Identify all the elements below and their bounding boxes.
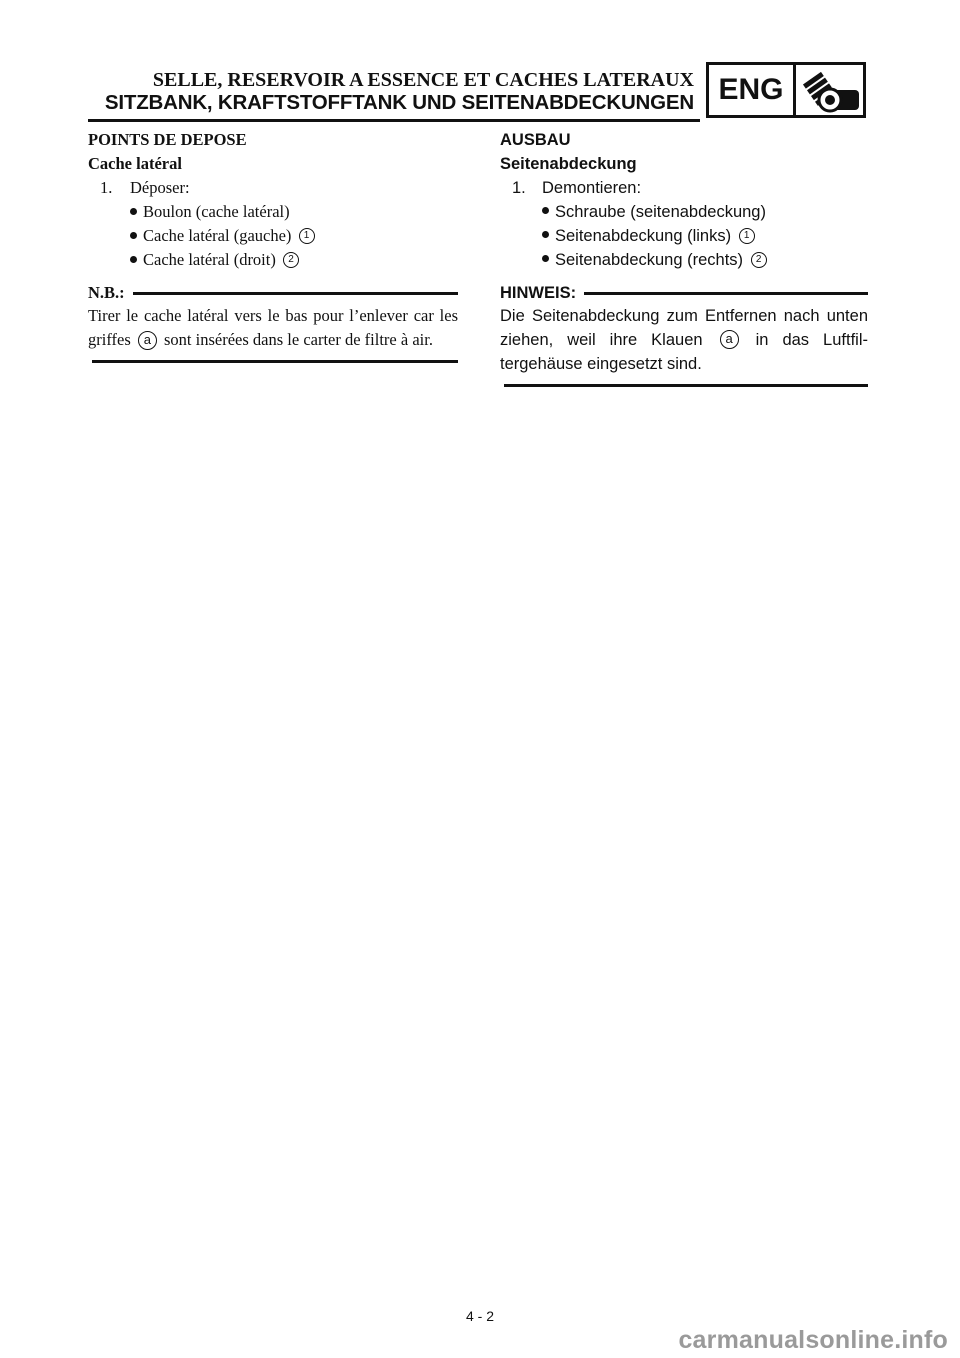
note-divider bbox=[584, 292, 868, 295]
section-heading: AUSBAU bbox=[500, 131, 571, 149]
header-divider bbox=[88, 119, 700, 122]
page-title-german: SITZBANK, KRAFTSTOFFTANK UND SEITENABDECKUNGEN bbox=[104, 91, 694, 114]
callout-letter: a bbox=[138, 331, 157, 350]
list-item bbox=[500, 224, 868, 248]
bullet-icon bbox=[130, 232, 137, 239]
note-end-divider bbox=[504, 384, 868, 387]
list-item bbox=[88, 224, 458, 248]
step-label: Demontieren: bbox=[542, 179, 642, 197]
list-item bbox=[500, 248, 868, 272]
section-badge bbox=[706, 62, 866, 118]
step-label: Déposer: bbox=[130, 178, 190, 197]
step-number: 1. bbox=[100, 178, 113, 197]
engine-icon bbox=[796, 65, 863, 115]
callout-number: 2 bbox=[751, 252, 767, 268]
bullet-icon bbox=[542, 231, 549, 238]
list-item-text: Boulon (cache latéral) bbox=[143, 202, 290, 221]
note-text bbox=[500, 304, 868, 376]
step-item bbox=[500, 176, 868, 200]
step-number: 1. bbox=[512, 179, 526, 197]
note-divider bbox=[133, 292, 458, 295]
section-heading: POINTS DE DEPOSE bbox=[88, 130, 247, 149]
note-text bbox=[88, 304, 458, 352]
list-item-text: Seitenabdeckung (links) bbox=[555, 227, 732, 245]
list-item-text: Seitenabdeckung (rechts) bbox=[555, 251, 744, 269]
list-item bbox=[88, 200, 458, 224]
callout-number: 1 bbox=[299, 228, 315, 244]
callout-letter: a bbox=[720, 330, 739, 349]
note-label: N.B.: bbox=[88, 283, 125, 302]
callout-number: 2 bbox=[283, 252, 299, 268]
bullet-icon bbox=[130, 208, 137, 215]
note-end-divider bbox=[92, 360, 458, 363]
list-item bbox=[500, 200, 868, 224]
list-item bbox=[88, 248, 458, 272]
watermark: carmanualsonline.info bbox=[678, 1326, 948, 1354]
note-label: HINWEIS: bbox=[500, 284, 577, 302]
page-number: 4 - 2 bbox=[465, 1308, 494, 1324]
bullet-icon bbox=[542, 207, 549, 214]
bullet-icon bbox=[542, 255, 549, 262]
subsection-heading: Seitenabdeckung bbox=[500, 155, 637, 173]
callout-number: 1 bbox=[739, 228, 755, 244]
section-label: ENG bbox=[709, 65, 796, 115]
note-text-part: Die Seitenabdeckung zum Entfernen nach unten ziehen, weil ihre Klauen bbox=[500, 307, 868, 349]
page-title-french: SELLE, RESERVOIR A ESSENCE ET CACHES LATERAUX bbox=[152, 69, 694, 91]
list-item-text: Cache latéral (gauche) bbox=[143, 226, 292, 245]
german-column bbox=[500, 128, 868, 387]
french-column bbox=[88, 128, 458, 363]
note-text-part: Tirer le cache latéral vers le bas pour l’enlever car les griffes bbox=[88, 306, 458, 349]
list-item-text: Schraube (seitenabdeckung) bbox=[555, 203, 766, 221]
step-item bbox=[88, 176, 458, 200]
list-item-text: Cache latéral (droit) bbox=[143, 250, 276, 269]
note-text-part: sont insérées dans le carter de filtre à air. bbox=[164, 330, 433, 349]
note-header bbox=[500, 282, 868, 304]
note-text-part: in das Luftfil-tergehäuse eingesetzt sind. bbox=[500, 331, 868, 373]
subsection-heading: Cache latéral bbox=[88, 154, 182, 173]
bullet-icon bbox=[130, 256, 137, 263]
note-header bbox=[88, 282, 458, 304]
